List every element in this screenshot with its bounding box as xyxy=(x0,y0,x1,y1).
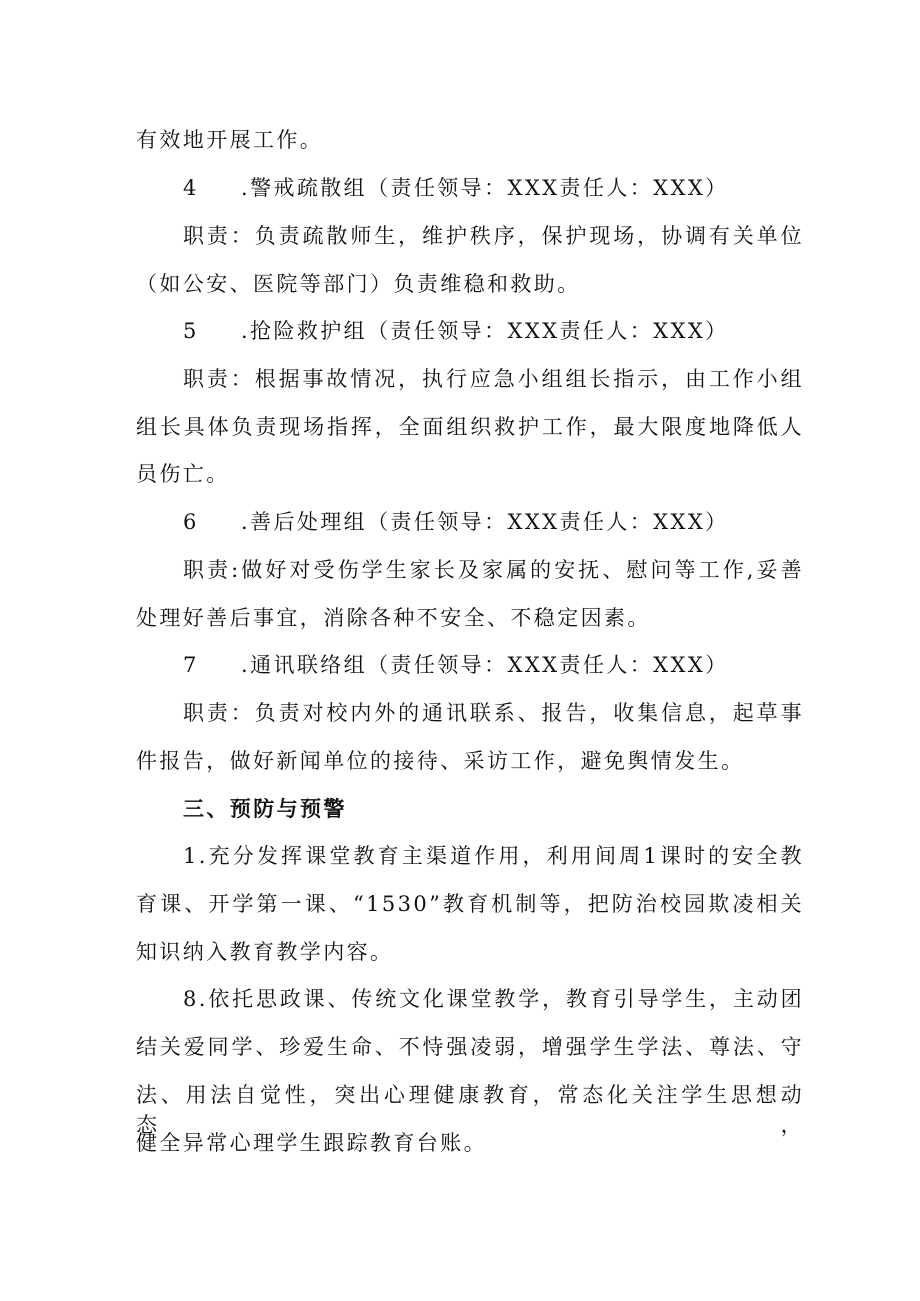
section-heading-line xyxy=(183,650,729,680)
paragraph-line: 知识纳入教育教学内容。 xyxy=(136,940,394,964)
paragraph-line: 职责：负责疏散师生，维护秩序，保护现场，协调有关单位 xyxy=(183,224,804,248)
item-number: 5 xyxy=(183,319,197,343)
paragraph-line: 结关爱同学、珍爱生命、不恃强凌弱，增强学生学法、尊法、守 xyxy=(136,1035,804,1059)
paragraph-line: （如公安、医院等部门）负责维稳和救助。 xyxy=(136,272,581,296)
paragraph-line: 1.充分发挥课堂教育主渠道作用，利用间周1课时的安全教 xyxy=(183,844,804,868)
paragraph-line: 职责：根据事故情况，执行应急小组组长指示，由工作小组 xyxy=(183,367,804,391)
item-number: 4 xyxy=(183,176,197,200)
paragraph-line: 职责：负责对校内外的通讯联系、报告，收集信息，起草事 xyxy=(183,701,804,725)
item-number: 6 xyxy=(183,510,197,534)
item-number: 7 xyxy=(183,653,197,677)
paragraph-line: 健全异常心理学生跟踪教育台账。 xyxy=(136,1131,487,1155)
paragraph-line: 件报告，做好新闻单位的接待、采访工作，避免舆情发生。 xyxy=(136,749,745,773)
paragraph-line: 职责:做好对受伤学生家长及家属的安抚、慰问等工作,妥善 xyxy=(183,558,804,582)
paragraph-line: 员伤亡。 xyxy=(136,462,230,486)
paragraph-line: 组长具体负责现场指挥，全面组织救护工作，最大限度地降低人 xyxy=(136,415,804,439)
item-heading: .警戒疏散组（责任领导：XXX责任人：XXX） xyxy=(241,176,729,200)
paragraph-line: 有效地开展工作。 xyxy=(136,128,324,152)
section-heading-line xyxy=(183,316,729,346)
item-heading: .抢险救护组（责任领导：XXX责任人：XXX） xyxy=(241,319,729,343)
section-heading-line xyxy=(183,507,729,537)
item-heading: .善后处理组（责任领导：XXX责任人：XXX） xyxy=(241,510,729,534)
item-heading: .通讯联络组（责任领导：XXX责任人：XXX） xyxy=(241,653,729,677)
paragraph-line: 育课、开学第一课、“1530”教育机制等，把防治校园欺凌相关 xyxy=(136,892,804,916)
paragraph-line: 8.依托思政课、传统文化课堂教学，教育引导学生，主动团 xyxy=(183,987,804,1011)
section-title: 三、预防与预警 xyxy=(183,796,347,821)
paragraph-line: 处理好善后事宜，消除各种不安全、不稳定因素。 xyxy=(136,606,651,630)
section-heading-line xyxy=(183,173,729,203)
paragraph-line: 法、用法自觉性，突出心理健康教育，常态化关注学生思想动态， xyxy=(136,1083,804,1137)
